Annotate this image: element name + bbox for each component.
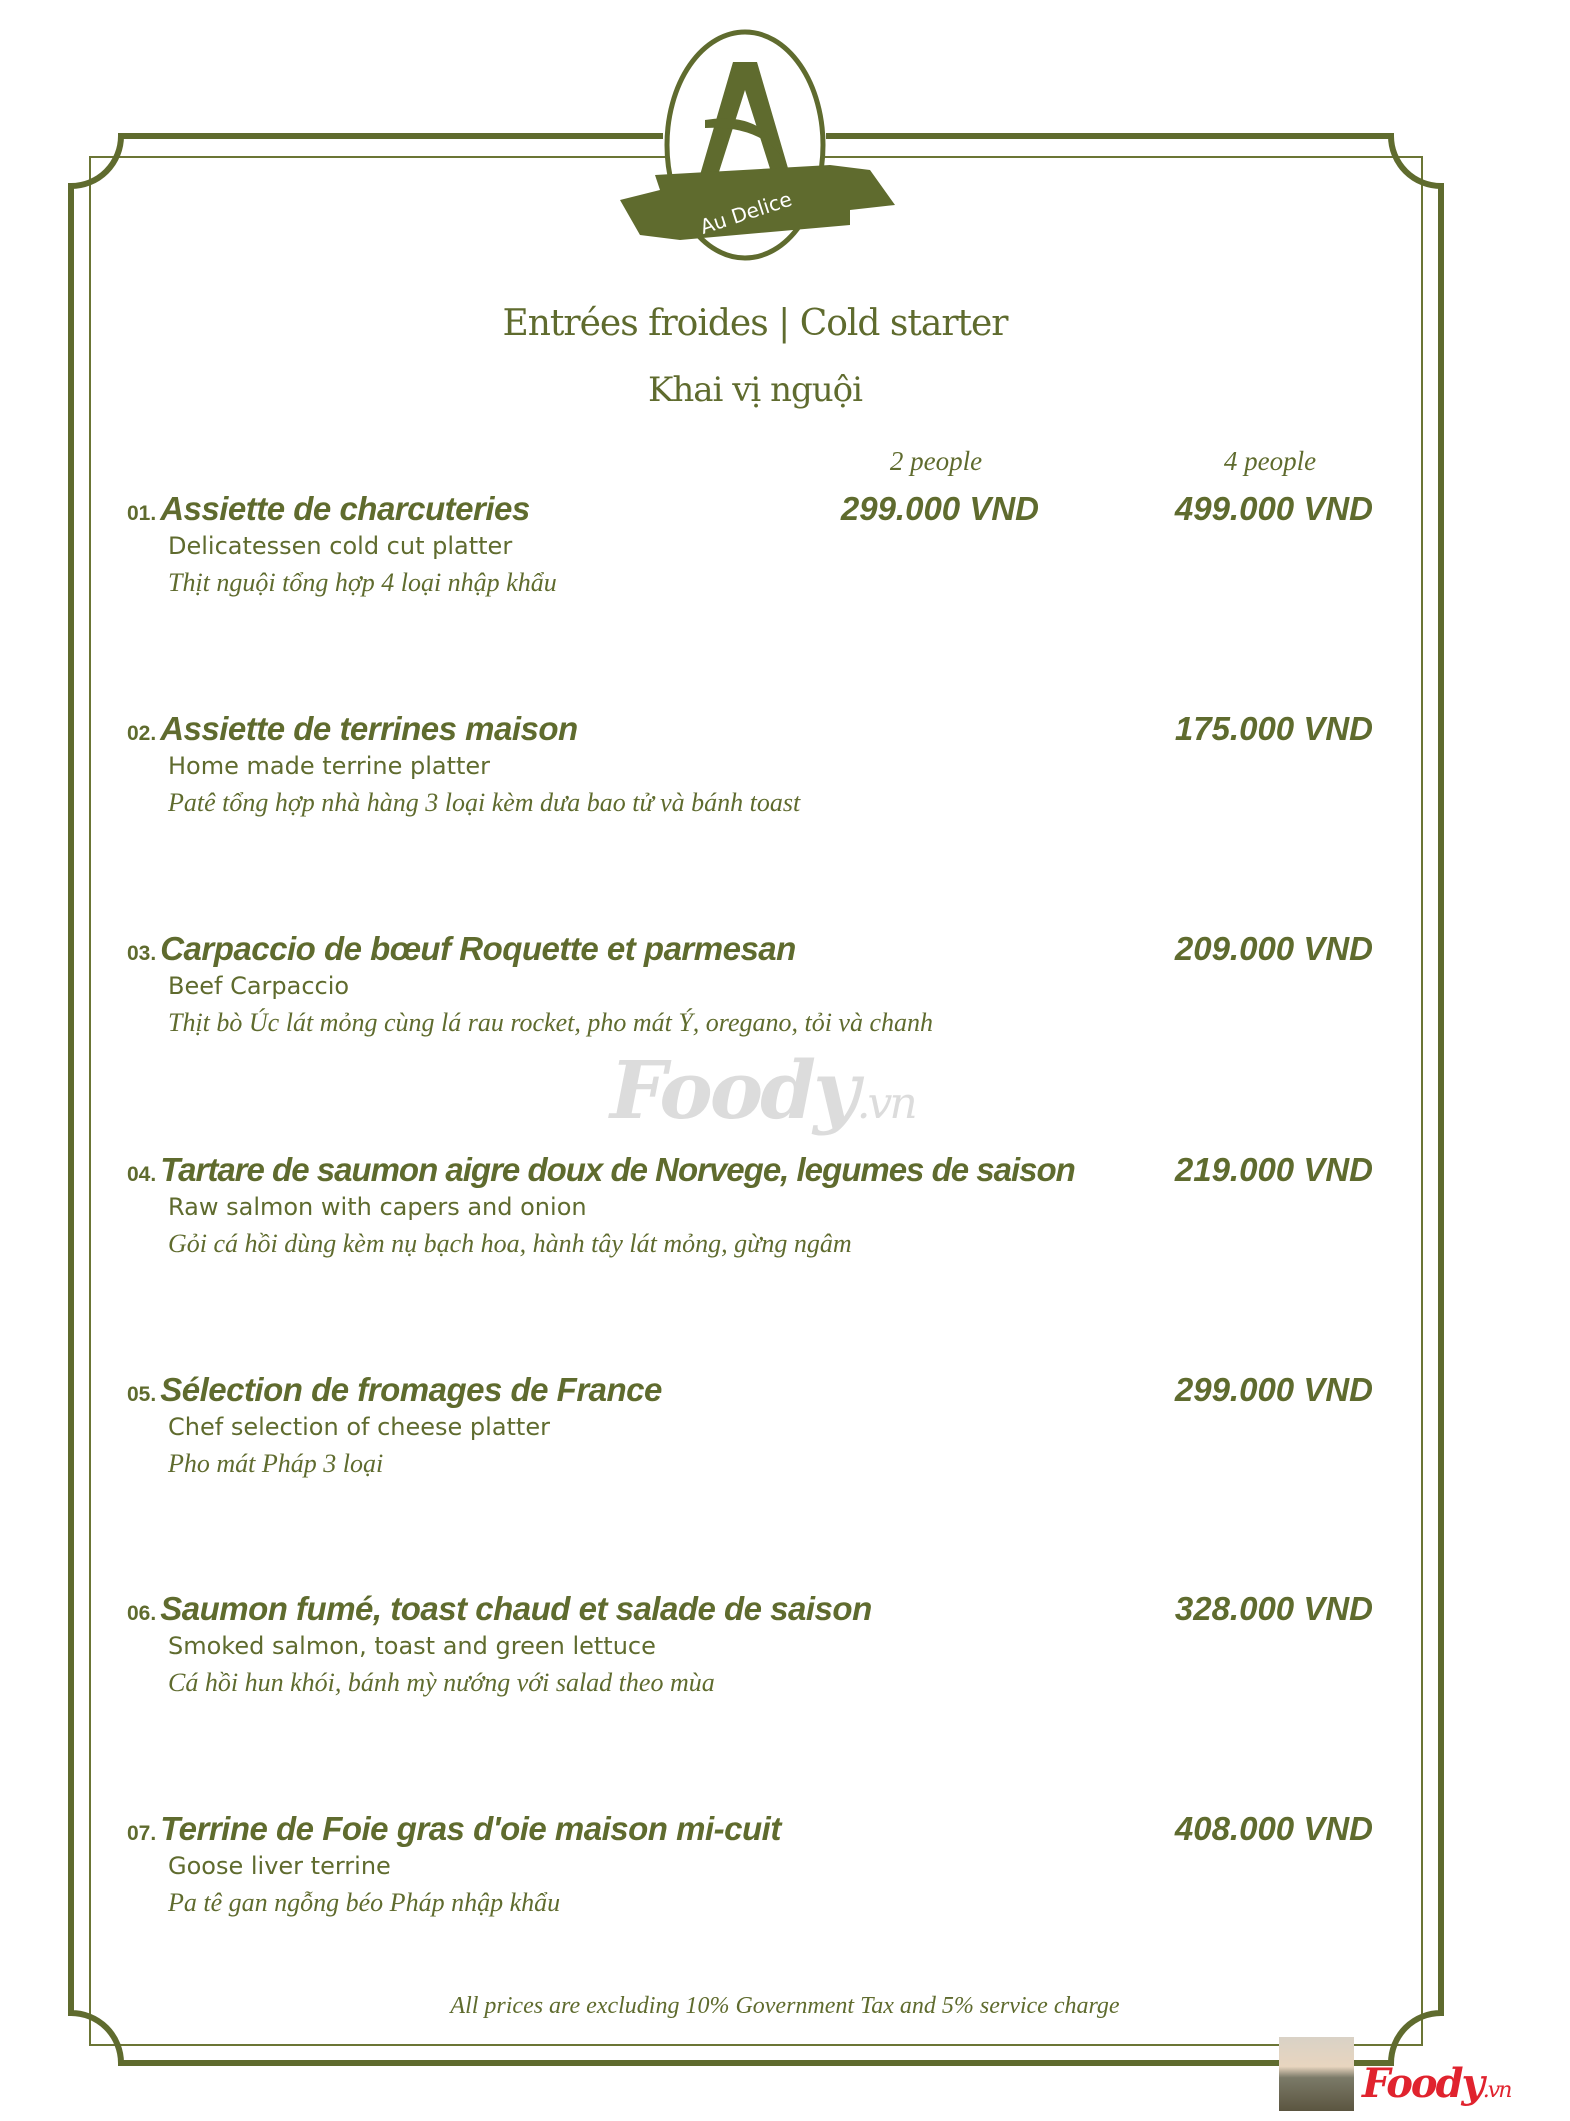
- item-price: 299.000 VND: [1174, 1371, 1373, 1408]
- item-number: 07.: [127, 1822, 157, 1845]
- menu-item: [127, 710, 1377, 817]
- menu-item: [127, 1371, 1377, 1478]
- item-name: Assiette de charcuteries: [160, 490, 530, 527]
- item-name: Saumon fumé, toast chaud et salade de saison: [160, 1590, 872, 1627]
- menu-item: [127, 1810, 1377, 1917]
- item-number: 02.: [127, 722, 157, 745]
- column-header-2-people: 2 people: [889, 446, 983, 476]
- foody-watermark: Foody.vn: [610, 1043, 915, 1137]
- item-price-2-people: 299.000 VND: [840, 490, 1039, 527]
- item-english: Beef Carpaccio: [168, 972, 350, 1000]
- item-vietnamese: Cá hồi hun khói, bánh mỳ nướng với salad theo mùa: [168, 1668, 715, 1697]
- item-vietnamese: Pho mát Pháp 3 loại: [168, 1449, 384, 1478]
- column-header-4-people: 4 people: [1223, 446, 1317, 476]
- svg-text:Au Delice: Au Delice: [697, 186, 795, 239]
- item-name: Carpaccio de bœuf Roquette et parmesan: [160, 930, 796, 967]
- item-english: Goose liver terrine: [168, 1852, 391, 1880]
- item-english: Delicatessen cold cut platter: [168, 532, 513, 560]
- section-title: Entrées froides | Cold starter: [502, 303, 1008, 344]
- item-name: Terrine de Foie gras d'oie maison mi-cuit: [160, 1810, 781, 1847]
- item-vietnamese: Thịt bò Úc lát mỏng cùng lá rau rocket, pho mát Ý, oregano, tỏi và chanh: [168, 1008, 934, 1037]
- item-number: 04.: [127, 1163, 157, 1186]
- foody-logo: Foody.vn: [1362, 2060, 1511, 2107]
- item-vietnamese: Patê tổng hợp nhà hàng 3 loại kèm dưa bao tử và bánh toast: [168, 788, 801, 817]
- item-name: Tartare de saumon aigre doux de Norvege, legumes de saison: [160, 1151, 1075, 1188]
- item-english: Chef selection of cheese platter: [168, 1413, 550, 1441]
- menu-item: [127, 930, 1377, 1037]
- menu-item: [127, 1590, 1377, 1697]
- item-vietnamese: Pa tê gan ngỗng béo Pháp nhập khẩu: [168, 1888, 561, 1917]
- au-delice-logo: [620, 32, 895, 258]
- item-vietnamese: Thịt nguội tổng hợp 4 loại nhập khẩu: [168, 568, 557, 597]
- item-price: 328.000 VND: [1174, 1590, 1373, 1627]
- item-name: Sélection de fromages de France: [160, 1371, 662, 1408]
- item-number: 05.: [127, 1383, 157, 1406]
- item-number: 06.: [127, 1602, 157, 1625]
- item-english: Smoked salmon, toast and green lettuce: [168, 1632, 656, 1660]
- section-subtitle: Khai vị nguội: [647, 370, 863, 410]
- item-name: Assiette de terrines maison: [160, 710, 578, 747]
- item-price: 209.000 VND: [1174, 930, 1373, 967]
- menu-item: [127, 490, 1377, 597]
- thumbnail-photo: [1279, 2037, 1354, 2111]
- item-price-4-people: 499.000 VND: [1174, 490, 1373, 527]
- item-number: 03.: [127, 942, 157, 965]
- tax-footnote: All prices are excluding 10% Government Tax and 5% service charge: [450, 1993, 1120, 2019]
- item-vietnamese: Gỏi cá hồi dùng kèm nụ bạch hoa, hành tây lát mỏng, gừng ngâm: [168, 1229, 852, 1258]
- item-price: 408.000 VND: [1174, 1810, 1373, 1847]
- item-english: Raw salmon with capers and onion: [168, 1193, 587, 1221]
- menu-item: [127, 1151, 1377, 1258]
- item-english: Home made terrine platter: [168, 752, 491, 780]
- item-number: 01.: [127, 502, 157, 525]
- item-price: 175.000 VND: [1174, 710, 1373, 747]
- item-price: 219.000 VND: [1174, 1151, 1373, 1188]
